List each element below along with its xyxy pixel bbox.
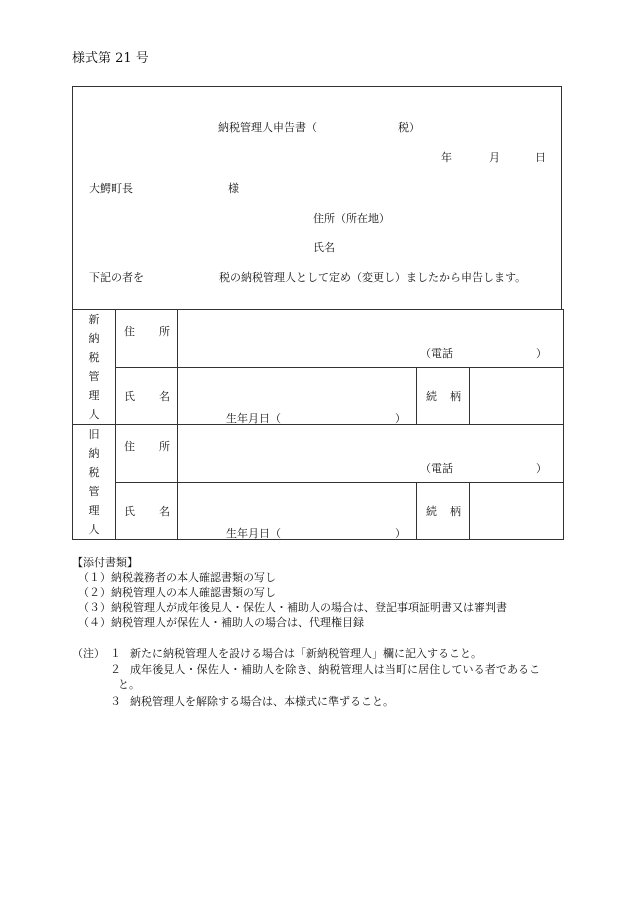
attachment-item: （２）納税管理人の本人確認書類の写し bbox=[78, 586, 276, 599]
attachments-heading: 【添付書類】 bbox=[72, 556, 138, 569]
date-day-label: 日 bbox=[535, 151, 546, 164]
new-telephone-close: ） bbox=[536, 347, 548, 360]
note-text: 新たに納税管理人を設ける場合は「新納税管理人」欄に記入すること。 bbox=[130, 647, 482, 660]
date-month-label: 月 bbox=[489, 151, 500, 164]
applicant-name-label: 氏名 bbox=[313, 241, 335, 254]
addressee: 大鰐町長 bbox=[89, 182, 133, 195]
attachments-section bbox=[72, 555, 507, 630]
new-address-row bbox=[73, 310, 564, 368]
note-text-continuation: と。 bbox=[118, 678, 140, 691]
old-relationship-label: 続 柄 bbox=[417, 482, 470, 540]
new-telephone-label: （電話 bbox=[420, 347, 453, 360]
old-birthdate-label: 生年月日（ bbox=[226, 526, 281, 540]
new-name-label: 氏 名 bbox=[116, 367, 178, 425]
honorific: 様 bbox=[228, 182, 239, 195]
new-address-label: 住 所 bbox=[116, 310, 178, 368]
old-name-row bbox=[73, 482, 564, 540]
note-number: １ bbox=[110, 647, 121, 660]
old-birthdate-close: ） bbox=[395, 526, 406, 540]
old-address-label: 住 所 bbox=[116, 425, 178, 483]
new-birthdate-close: ） bbox=[395, 411, 406, 425]
note-number: ２ bbox=[110, 663, 121, 676]
attachment-item: （１）納税義務者の本人確認書類の写し bbox=[78, 571, 276, 584]
form-title-tax-suffix: 税） bbox=[398, 121, 420, 134]
note-number: ３ bbox=[110, 695, 121, 708]
old-address-field[interactable] bbox=[178, 425, 564, 483]
note-text: 成年後見人・保佐人・補助人を除き、納税管理人は当町に居住している者であるこ bbox=[130, 663, 541, 676]
form-number: 様式第 21 号 bbox=[72, 51, 149, 66]
old-telephone-close: ） bbox=[536, 462, 548, 475]
applicant-address-label: 住所（所在地） bbox=[313, 212, 390, 225]
attachment-item: （４）納税管理人が保佐人・補助人の場合は、代理権目録 bbox=[78, 616, 364, 629]
new-manager-section: 新 納 税 管 理 人 bbox=[73, 310, 116, 425]
new-name-row bbox=[73, 367, 564, 425]
new-birthdate-label: 生年月日（ bbox=[226, 411, 281, 425]
old-address-row bbox=[73, 425, 564, 483]
old-relationship-field[interactable] bbox=[470, 482, 564, 540]
form-title: 納税管理人申告書（ bbox=[218, 121, 317, 134]
notes-label: （注） bbox=[72, 647, 105, 660]
old-name-label: 氏 名 bbox=[116, 482, 178, 540]
statement-body: 税の納税管理人として定め（変更し）ましたから申告します。 bbox=[219, 271, 527, 284]
old-name-field[interactable] bbox=[178, 482, 417, 540]
new-relationship-field[interactable] bbox=[470, 367, 564, 425]
statement-lead: 下記の者を bbox=[89, 271, 144, 284]
attachment-item: （３）納税管理人が成年後見人・保佐人・補助人の場合は、登記事項証明書又は審判書 bbox=[78, 601, 507, 614]
date-year-label: 年 bbox=[441, 151, 452, 164]
new-relationship-label: 続 柄 bbox=[417, 367, 470, 425]
new-name-field[interactable] bbox=[178, 367, 417, 425]
new-address-field[interactable] bbox=[178, 310, 564, 368]
note-text: 納税管理人を解除する場合は、本様式に準ずること。 bbox=[130, 695, 394, 708]
manager-table bbox=[72, 309, 564, 540]
old-manager-section: 旧 納 税 管 理 人 bbox=[73, 425, 116, 540]
old-telephone-label: （電話 bbox=[420, 462, 453, 475]
